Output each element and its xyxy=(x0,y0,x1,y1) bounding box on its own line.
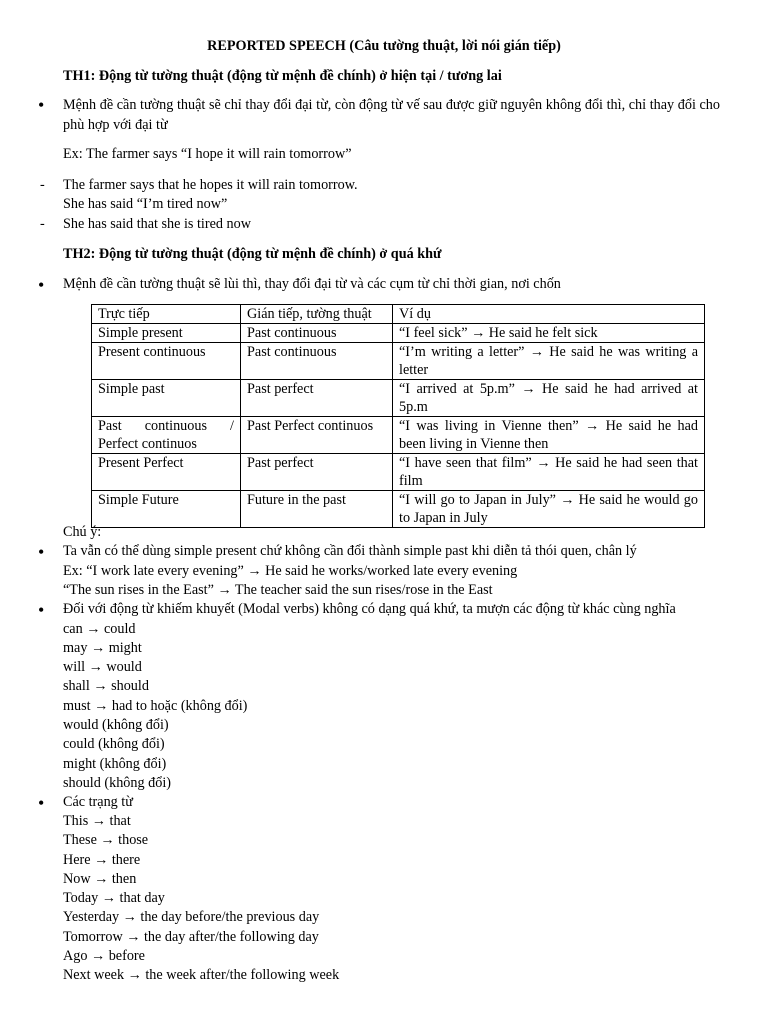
th1-heading-rest: : Động từ tường thuật (động từ mệnh đề chính) ở hiện tại / tương lai xyxy=(90,68,502,84)
note-line: Ta vẫn có thể dùng simple present chứ không cần đổi thành simple past khi diễn tả thói quen, chân lý xyxy=(63,543,637,559)
note-line: Ex: “I work late every evening” → He said he works/worked late every evening xyxy=(63,563,518,579)
th1-line: The farmer says that he hopes it will rain tomorrow. xyxy=(63,177,358,193)
dash-marker: - xyxy=(40,216,45,232)
bullet-icon: • xyxy=(38,542,45,562)
table-cell: “I will go to Japan in July” → He said he would go to Japan in July xyxy=(393,491,705,528)
bullet-icon: • xyxy=(38,275,45,295)
modal-line: shall → should xyxy=(63,678,149,694)
table-row xyxy=(92,324,705,343)
adverb-line: Tomorrow → the day after/the following day xyxy=(63,929,319,945)
adverb-line: This → that xyxy=(63,813,131,829)
page-title: REPORTED SPEECH (Câu tường thuật, lời nói gián tiếp) xyxy=(207,38,561,54)
table-cell: “I feel sick” → He said he felt sick xyxy=(393,324,705,343)
bullet-icon: • xyxy=(38,793,45,813)
modal-line: would (không đổi) xyxy=(63,717,169,733)
adverb-line: These → those xyxy=(63,832,149,848)
tense-table xyxy=(91,304,705,528)
dash-marker: - xyxy=(40,177,45,193)
notes-label: Chú ý: xyxy=(63,524,102,540)
note-line: Các trạng từ xyxy=(63,794,133,810)
table-row xyxy=(92,454,705,491)
table-header-cell: Trực tiếp xyxy=(92,305,241,324)
table-cell: “I have seen that film” → He said he had seen that film xyxy=(393,454,705,491)
table-header-cell: Ví dụ xyxy=(393,305,705,324)
th1-line: She has said “I’m tired now” xyxy=(63,196,228,212)
table-row xyxy=(92,380,705,417)
table-header-cell: Gián tiếp, tường thuật xyxy=(241,305,393,324)
table-row xyxy=(92,491,705,528)
th1-heading xyxy=(63,67,502,85)
modal-line: may → might xyxy=(63,640,142,656)
th2-bullet-text: Mệnh đề cần tường thuật sẽ lùi thì, thay đổi đại từ và các cụm từ chỉ thời gian, nơi chốn xyxy=(63,276,561,292)
table-cell: “I arrived at 5p.m” → He said he had arrived at 5p.m xyxy=(393,380,705,417)
bullet-icon: • xyxy=(38,95,45,115)
modal-line: can → could xyxy=(63,621,136,637)
th1-line: She has said that she is tired now xyxy=(63,216,251,232)
table-cell: Present continuous xyxy=(92,343,241,380)
th1-heading-prefix: TH1 xyxy=(63,68,91,84)
table-cell: Past perfect xyxy=(241,380,393,417)
table-row xyxy=(92,417,705,454)
note-line: Đối với động từ khiếm khuyết (Modal verbs) không có dạng quá khứ, ta mượn các động từ khác cùng nghĩa xyxy=(63,601,676,617)
table-cell: Past perfect xyxy=(241,454,393,491)
table-cell: Past continuous / Perfect continuos xyxy=(92,417,241,454)
table-header-row xyxy=(92,305,705,324)
table-cell: Past Perfect continuos xyxy=(241,417,393,454)
table-cell: Simple past xyxy=(92,380,241,417)
table-cell: Present Perfect xyxy=(92,454,241,491)
table-cell: Simple Future xyxy=(92,491,241,528)
th1-bullet-text: Mệnh đề cần tường thuật sẽ chỉ thay đổi đại từ, còn động từ vế sau được giữ nguyên không đổi thì, chỉ thay đổi cho phù hợp với đại từ xyxy=(63,97,720,133)
th1-example: Ex: The farmer says “I hope it will rain tomorrow” xyxy=(63,146,352,162)
modal-line: might (không đổi) xyxy=(63,756,167,772)
table-cell: “I’m writing a letter” → He said he was writing a letter xyxy=(393,343,705,380)
adverb-line: Next week → the week after/the following week xyxy=(63,967,340,983)
table-cell: Simple present xyxy=(92,324,241,343)
modal-line: could (không đổi) xyxy=(63,736,165,752)
adverb-line: Now → then xyxy=(63,871,137,887)
bullet-icon: • xyxy=(38,600,45,620)
table-cell: “I was living in Vienne then” → He said he had been living in Vienne then xyxy=(393,417,705,454)
table-cell: Past continuous xyxy=(241,343,393,380)
table-cell: Past continuous xyxy=(241,324,393,343)
adverb-line: Here → there xyxy=(63,852,141,868)
table-row xyxy=(92,343,705,380)
modal-line: should (không đổi) xyxy=(63,775,171,791)
modal-line: will → would xyxy=(63,659,142,675)
modal-line: must → had to hoặc (không đổi) xyxy=(63,698,248,714)
adverb-line: Today → that day xyxy=(63,890,165,906)
note-line: “The sun rises in the East” → The teacher said the sun rises/rose in the East xyxy=(63,582,493,598)
table-cell: Future in the past xyxy=(241,491,393,528)
adverb-line: Ago → before xyxy=(63,948,145,964)
th2-heading: TH2: Động từ tường thuật (động từ mệnh đề chính) ở quá khứ xyxy=(63,246,442,262)
adverb-line: Yesterday → the day before/the previous day xyxy=(63,909,320,925)
